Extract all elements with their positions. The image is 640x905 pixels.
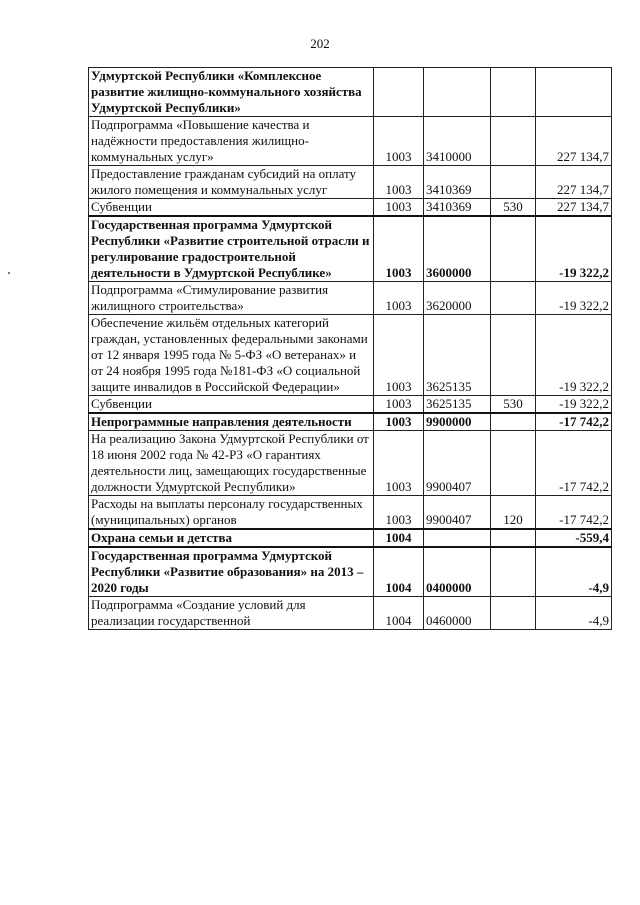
row-section: 1003: [374, 315, 424, 396]
row-type: [491, 529, 536, 547]
row-type: [491, 282, 536, 315]
table-row: [89, 216, 612, 282]
row-name: Расходы на выплаты персоналу государственных (муниципальных) органов: [89, 496, 374, 530]
row-section: 1003: [374, 496, 424, 530]
row-code: 3600000: [424, 216, 491, 282]
row-section: 1004: [374, 547, 424, 597]
table-row: [89, 496, 612, 530]
table-row: [89, 315, 612, 396]
row-amount: 227 134,7: [536, 199, 612, 217]
row-section: 1003: [374, 413, 424, 431]
row-name: Обеспечение жильём отдельных категорий граждан, установленных федеральными законами от 12 января 1995 года № 5-ФЗ «О ветеранах» и от 24 ноября 1995 года №181-ФЗ «О социальной защите инвалидов в Российской Федерации»: [89, 315, 374, 396]
row-type: [491, 68, 536, 117]
row-section: 1003: [374, 282, 424, 315]
row-amount: -19 322,2: [536, 396, 612, 414]
row-code: 9900407: [424, 496, 491, 530]
row-amount: -4,9: [536, 597, 612, 630]
table-row: [89, 547, 612, 597]
row-code: [424, 68, 491, 117]
row-code: 9900407: [424, 431, 491, 496]
row-code: 3410000: [424, 117, 491, 166]
row-type: [491, 431, 536, 496]
table-row: [89, 166, 612, 199]
table-row: [89, 431, 612, 496]
table-row: [89, 529, 612, 547]
row-type: 120: [491, 496, 536, 530]
row-name: Предоставление гражданам субсидий на оплату жилого помещения и коммунальных услуг: [89, 166, 374, 199]
table-row: [89, 68, 612, 117]
row-amount: -559,4: [536, 529, 612, 547]
row-amount: -19 322,2: [536, 216, 612, 282]
row-section: 1004: [374, 529, 424, 547]
row-name: Государственная программа Удмуртской Республики «Развитие образования» на 2013 – 2020 годы: [89, 547, 374, 597]
table-row: [89, 282, 612, 315]
table-row: [89, 199, 612, 217]
row-code: 0460000: [424, 597, 491, 630]
row-amount: -17 742,2: [536, 413, 612, 431]
row-name: Подпрограмма «Стимулирование развития жилищного строительства»: [89, 282, 374, 315]
row-name: Непрограммные направления деятельности: [89, 413, 374, 431]
row-amount: -19 322,2: [536, 282, 612, 315]
row-amount: -4,9: [536, 547, 612, 597]
row-section: 1003: [374, 396, 424, 414]
row-code: 3410369: [424, 166, 491, 199]
row-type: 530: [491, 199, 536, 217]
table-row: [89, 597, 612, 630]
row-section: 1003: [374, 166, 424, 199]
row-type: [491, 166, 536, 199]
row-type: 530: [491, 396, 536, 414]
row-section: 1003: [374, 117, 424, 166]
row-type: [491, 413, 536, 431]
row-name: Удмуртской Республики «Комплексное развитие жилищно-коммунального хозяйства Удмуртской Республики»: [89, 68, 374, 117]
row-name: Государственная программа Удмуртской Республики «Развитие строительной отрасли и регулирование градостроительной деятельности в Удмуртской Республике»: [89, 216, 374, 282]
row-amount: 227 134,7: [536, 117, 612, 166]
table-row: [89, 413, 612, 431]
row-type: [491, 216, 536, 282]
row-section: 1004: [374, 597, 424, 630]
row-code: 3620000: [424, 282, 491, 315]
page-number: 202: [310, 36, 330, 51]
row-name: Подпрограмма «Создание условий для реализации государственной: [89, 597, 374, 630]
row-section: [374, 68, 424, 117]
margin-mark: [8, 272, 10, 274]
row-type: [491, 315, 536, 396]
row-code: 9900000: [424, 413, 491, 431]
row-section: 1003: [374, 199, 424, 217]
row-code: 3625135: [424, 315, 491, 396]
row-name: Субвенции: [89, 199, 374, 217]
budget-table: [88, 67, 612, 630]
row-code: 3410369: [424, 199, 491, 217]
row-name: На реализацию Закона Удмуртской Республики от 18 июня 2002 года № 42-РЗ «О гарантиях деятельности лиц, замещающих государственные должности Удмуртской Республики»: [89, 431, 374, 496]
row-amount: [536, 68, 612, 117]
row-type: [491, 597, 536, 630]
row-amount: -17 742,2: [536, 496, 612, 530]
row-amount: -19 322,2: [536, 315, 612, 396]
table-row: [89, 396, 612, 414]
row-name: Субвенции: [89, 396, 374, 414]
row-code: 0400000: [424, 547, 491, 597]
row-name: Подпрограмма «Повышение качества и надёжности предоставления жилищно-коммунальных услуг»: [89, 117, 374, 166]
row-name: Охрана семьи и детства: [89, 529, 374, 547]
row-type: [491, 117, 536, 166]
row-section: 1003: [374, 216, 424, 282]
row-amount: -17 742,2: [536, 431, 612, 496]
row-type: [491, 547, 536, 597]
row-section: 1003: [374, 431, 424, 496]
row-amount: 227 134,7: [536, 166, 612, 199]
row-code: [424, 529, 491, 547]
table-row: [89, 117, 612, 166]
row-code: 3625135: [424, 396, 491, 414]
